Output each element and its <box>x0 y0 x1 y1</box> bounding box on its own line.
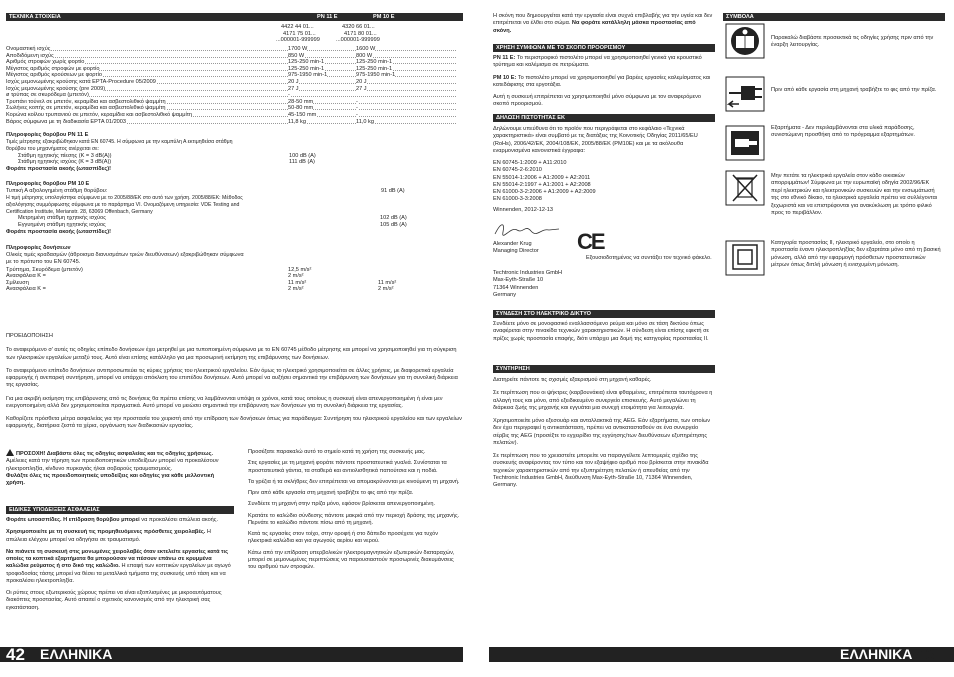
page-number-left: 42 <box>6 645 25 664</box>
symbol-desc-weee: Μην πετάτε τα ηλεκτρικά εργαλεία στον κάδο οικιακών απορριμμάτων! Σύμφωνα με την ευρωπαϊκή οδηγία 2002/96/ΕΚ περί ηλεκτρικών και ηλεκτρονικών συσκευών και την ενσωμάτωσή της στο εθνικό δίκαιο, τα ηλεκτρικά εργαλεία πρέπει να συλλέγονται ξεχωριστά και να επιστρέφονται για ανακύκλωση με τρόπο φιλικό προς το περιβάλλον. <box>771 173 938 216</box>
spec-row: Κορώνα κοίλου τρυπανιού σε μπετόν, κεραμίδια και ασβεστολιθικό ψαμμίτη 45-150 mm - <box>6 112 463 119</box>
spec-row: Αριθμός στροφών χωρίς φορτίο 125-250 min-1 125-250 min-1 <box>6 59 463 66</box>
col-pn11e: PN 11 E <box>317 14 338 20</box>
paragraph: Συνδέετε τη μηχανή στην πρίζα μόνο, εφόσον βρίσκεται απενεργοποιημένη. <box>248 501 436 508</box>
paragraph: Καθορίζετε πρόσθετα μέτρα ασφαλείας για την προστασία του χειριστή από την επίδραση των δονήσεων όπως για παράδειγμα: Συντήρηση του ηλεκτρικού εργαλείου και των εργαλείων εφαρμογής, διατήρεια ζεστά τα χέρια, οργάνωση των διαδικασιών εργασίας. <box>6 416 462 430</box>
spec-row: Ισχύς μεμονωμένης κρούσης κατά EPTA-Procedure 05/2009 20 J 20 J <box>6 79 463 86</box>
warning-triangle-icon <box>6 449 14 456</box>
symbols-header: ΣΥΜΒΟΛΑ <box>723 13 945 21</box>
paragraph: Κατά τις εργασίες στον τοίχο, στην οροφή ή στο δάπεδο προσέχετε για τυχόν ηλεκτρικά καλώδια και για αγωγούς αερίου και νερού. <box>248 531 438 545</box>
signer-block: Alexander Krug Managing Director Εξουσιοδοτημένος να συντάξει τον τεχνικό φάκελο. Techtronic Industries GmbH Max-Eyth-Straße 10 71364 Winnenden Germany <box>493 241 712 298</box>
address-line: Germany <box>493 291 517 298</box>
paragraph: Κάτω από την επίδραση υπερβολικών ηλεκτρομαγνητικών εξωτερικών διαταραχών, μπορεί σε μεμονωμένες περιπτώσεις να παρουσιαστούν προσωρινές διακυμάνσεις του αριθμού των στροφών. <box>248 549 455 571</box>
spec-row: Βάρος σύμφωνα με τη διαδικασία EPTA 01/2003 11,8 kg 11,0 kg <box>6 119 463 126</box>
standard-line: EN 61000-3-3:2008 <box>493 196 542 203</box>
vibration-row: Σμίλευση 11 m/s² 11 m/s² <box>6 279 397 286</box>
standard-line: EN 55014-2:1997 + A1:2001 + A2:2008 <box>493 181 591 188</box>
paragraph: Σε περίπτωση που το χρειαστείτε μπορείτε να παραγγείλετε λεπτομερές σχέδιο της συσκευής αναφέροντας τον τύπο και τον εξαψήφιο αριθμό που βρίσκεται στην πινακίδα τεχνικών χαρακτηριστικών από την εξυπηρέτηση πελατών ή απευθείας από την Techtronic Industries GmbH, διεύθυνση Max-Eyth-Straße 10, 71364 Winnenden, Germany. <box>493 453 709 489</box>
paragraph: Σε περίπτωση που οι ψήκτρες (καρβουνάκια) είναι φθαρμένες, επιτρέπεται ταυτόχρονα η αλλαγή τους και μόνο, από εξειδικευμένο συνεργείο επισκευής. Αυτό μεγαλώνει τη διάρκεια ζωής της μηχανής και εγγυάται μια συνεχή ετοιμότητα για λειτουργία. <box>493 390 713 411</box>
paragraph: Προσέξατε παρακαλώ αυτό το σημείο κατά τη χρήση της συσκευής μας. <box>248 449 426 455</box>
address-line: 71364 Winnenden <box>493 284 539 291</box>
address-line: Max-Eyth-Straße 10 <box>493 277 544 284</box>
paragraph: Το αναφερόμενο επίπεδο δονήσεων αντιπροσωπεύει τις κύριες χρήσεις του ηλεκτρικού εργαλείου. Εάν όμως το ηλεκτρικό χρησιμοποιείται σε άλλες χρήσεις, με διαφορετικά εργαλεία εφαρμογής ή ανεπαρκή συντήρηση, μπορεί να υπάρχει απόκλιση του επιπέδου δονήσεων. Αυτό μπορεί να αυξήσει σημαντικά την επιβάρυνση των δονήσεων για τη συνολική διάρκεια της εργασίας. <box>6 367 458 389</box>
vibration-warning: ΠΡΟΕΙΔΟΠΟΙΗΣΗ Το αναφερόμενο σ' αυτές τις οδηγίες επίπεδο δονήσεων έχει μετρηθεί με μια τυποποιημένη σύμφωνα με το EN 60745 μέθοδο μέτρησης και μπορεί να χρησιμοποιηθεί για τη σύγκριση των ηλεκτρικών εργαλείων μεταξύ τους. Αυτό είναι επίσης κατάλληλο για μια προσωρινή εκτίμηση της επιβάρυνσης των δονήσεων. Το αναφερόμενο επίπεδο δονήσεων αντιπροσωπεύει τις κύριες χρήσεις του ηλεκτρικού εργαλείου. Εάν όμως το ηλεκτρικό χρησιμοποιείται σε άλλες χρήσεις, με διαφορετικά εργαλεία εφαρμογής ή ανεπαρκή συντήρηση, μπορεί να υπάρχει απόκλιση του επιπέδου δονήσεων. Αυτό μπορεί να αυξήσει σημαντικά την επιβάρυνση των δονήσεων για τη συνολική διάρκεια της εργασίας. Για μια ακριβή εκτίμηση της επιβάρυνσης από τις δονήσεις θα πρέπει επίσης να λαμβάνονται υπόψη οι χρόνοι, κατά τους οποίους η συσκευή είναι απενεργοποιημένη ή είναι μεν ενεργοποιημένη αλλά δεν χρησιμοποιείται πραγματικά. Αυτό μπορεί να μειώσει σημαντικά την επιβάρυνση των δονήσεων για τη συνολική διάρκεια της εργασίας. Καθορίζετε πρόσθετα μέτρα ασφαλείας για την προστασία του χειριστή από την επίδραση των δονήσεων όπως για παράδειγμα: Συντήρηση του ηλεκτρικού εργαλείου και των εργαλείων εφαρμογής, διατήρεια ζεστά τα χέρια, οργάνωση των διαδικασιών εργασίας. <box>6 333 462 430</box>
spec-row: Μέγιστος αριθμός στροφών με φορτίο 125-250 min-1 125-250 min-1 <box>6 66 463 73</box>
maintenance-header: ΣΥΝΤΗΡΗΣΗ <box>493 365 715 373</box>
standard-line: EN 55014-1:2006 + A1:2009 + A2:2011 <box>493 174 591 181</box>
paragraph: Το αναφερόμενο σ' αυτές τις οδηγίες επίπεδο δονήσεων έχει μετρηθεί με μια τυποποιημένη σύμφωνα με το EN 60745 μέθοδο μέτρησης και μπορεί να χρησιμοποιηθεί για τη σύγκριση των ηλεκτρικών εργαλείων μεταξύ τους. Αυτό είναι επίσης κατάλληλο για μια προσωρινή εκτίμηση της επιβάρυνσης των δονήσεων. <box>6 347 457 361</box>
use-text: PN 11 E: Το περιστροφικό πιστολέτο μπορεί να χρησιμοποιηθεί γενικά για κρουστικό τρύπημα και καλέμισμα σε πετρώματα. PM 10 E: Το πιστολέτο μπορεί να χρησιμοποιηθεί για βαρέες εργασίες καλεμίσματος και κατεδάφισης στα εργοτάξια. Αυτή η συσκευή επιτρέπεται να χρησιμοποιηθεί μόνο σύμφωνα με τον αναφερόμενο σκοπό προορισμού. <box>493 55 711 108</box>
paragraph: Χρησιμοποιείτε μόνο εξεσουάρ και ανταλλακτικά της AEG. Εάν εξαρτήματα, των οποίων δεν έχει περιγραφεί η αντικατάσταση, πρέπει να αντικατασταθούν σε ένα συνεργείο σέρβις της AEG (προσέξτε το εγχειρίδιο της εγγύησης/των διευθύνσεων εξυπηρέτησης πελατών). <box>493 418 711 446</box>
value-row: Στάθμη ηχητικής πίεσης (K = 3 dB(A)) 100 dB (A) <box>18 152 316 159</box>
standard-line: EN 61000-3-2:2006 + A1:2009 + A2:2009 <box>493 189 596 196</box>
weee-bin-icon <box>725 170 765 206</box>
mains-text: Συνδέετε μόνο σε μονοφασικό εναλλασσόμενο ρεύμα και μόνο σε τάση δικτύου όπως αναφέρεται στην πινακίδα τεχνικών χαρακτηριστικών. Η σύνδεση είναι επίσης εφικτή σε πρίζες χωρίς προστασία επαφής, διότι υπάρχει μια δομή της κατηγορίας προστασίας II. <box>493 321 710 342</box>
value-row: Εγγυημένη στάθμη ηχητικής ισχύος 105 dB (A) <box>18 221 407 228</box>
address-line: Techtronic Industries GmbH <box>493 270 563 276</box>
safety-header: ΕΙΔΙΚΕΣ ΥΠΟΔΕΙΞΕΙΣ ΑΣΦΑΛΕΙΑΣ <box>6 506 234 514</box>
ce-mark: CE <box>577 229 604 254</box>
spec-row: Ονομαστική ισχύς 1700 W 1600 W <box>6 46 463 53</box>
class-ii-icon <box>725 240 765 276</box>
page-title-right: ΕΛΛΗΝΙΚΑ <box>840 646 913 662</box>
symbol-desc-class-ii: Κατηγορία προστασίας II, ηλεκτρικό εργαλείο, στο οποίο η προστασία έναντι ηλεκτροπληξίας δεν εξαρτάται μόνο από τη βασική μόνωση, αλλά από την εφαρμογή πρόσθετων προστατευτικών μέτρων όπως διπλή μόνωση ή ενισχυμένη μόνωση. <box>771 240 941 269</box>
standard-line: EN 60745-2-6:2010 <box>493 167 542 174</box>
page-number-right: 43 <box>916 645 935 664</box>
symbol-desc-unplug: Πριν από κάθε εργασία στη μηχανή τραβήξτε το φις από την πρίζα. <box>771 87 937 93</box>
noise-info: Πληροφορίες θορύβου PN 11 E Τιμές μέτρησης εξακριβώθηκαν κατά EN 60745. Η σύμφωνα με την καμπύλη Α εκτιμηθείσα στάθμη θορύβου του μηχανήματος ανέρχεται σε: Στάθμη ηχητικής πίεσης (K = 3 dB(A)) 100 dB (A) Στάθμη ηχητικής ισχύος (K = 3 dB(A)) 111 dB (A) Φοράτε προστασία ακοής (ωτασπίδες)! Πληροφορίες θορύβου PM 10 E Τυπική Α αξιολογημένη στάθμη θορύβου: 91 dB (A) Η τιμή μέτρησης υπολογίστηκε σύμφωνα με το 2005/88/ΕΚ στο αυτό των χρήση. 2005/88/ΕΚ: Μέθοδος αξιολόγησης συμμόρφωσης σύμφωνα με το παράρτημα VI. Ονομαζόμενη υπηρεσία: VDE Testing and Certification Institute, Merianstr. 28, 63069 Offenbach, Germany Μετρημένη στάθμη ηχητικής ισχύος 102 dB (A) Εγγυημένη στάθμη ηχητικής ισχύος 105 dB (A) Φοράτε προστασία ακοής (ωτασπίδες)! Πληροφορίες δονήσεων Ολικές τιμές κραδασμών (άθροισμα διανυσμάτων τριών διευθύνσεων) εξακριβώθηκαν σύμφωνα με τo πρότυπo του EN 60745. Τρύπημα, Σκυρόδεμα (μπετόν) 12,5 m/s² Ανασφάλεια K = 2 m/s² Σμίλευση 11 m/s² 11 m/s² Ανασφάλεια K = 2 m/s² 2 m/s² <box>6 132 463 293</box>
paragraph: Τα γρέζια ή τα σκλήθρες δεν επιτρέπεται να απομακρύνονται με κινούμενη τη μηχανή. <box>248 478 460 485</box>
safety-text-col2 <box>248 449 462 575</box>
page-title-left: ΕΛΛΗΝΙΚΑ <box>40 646 113 662</box>
paragraph: Κρατάτε το καλώδιο σύνδεσης πάντοτε μακριά από την περιοχή δράσης της μηχανής. Περνάτε το καλώδιο πάντοτε πίσω από τη μηχανή. <box>248 512 460 526</box>
read-manual-icon <box>725 23 765 59</box>
symbol-desc-read: Παρακαλώ διαβάστε προσεκτικά τις οδηγίες χρήσης πριν από την έναρξη λειτουργίας. <box>771 35 934 49</box>
signature <box>493 218 563 240</box>
safety-text: Φοράτε ωτοασπίδες. Η επίδραση θορύβου μπορεί να προκαλέσει απώλεια ακοής. Χρησιμοποιείτε με τη συσκευή τις προμηθευόμενες πρόσθετες χειρολαβές. Η απώλεια ελέγχου μπορεί να οδηγήσει σε τραυματισμό. Να πιάνετε τη συσκευή στις μονωμένες χειρολαβές όταν εκτελείτε εργασίες κατά τις οποίες τα κοπτικά εξαρτήματα θα μπορούσαν να πέσουν επάνω σε κρυμμένα καλώδια ρεύματος ή στο δικό της καλώδιο. Η επαφή των κοπτικών εργαλείων με αγωγό τροφοδοσίας τάσης μπορεί να θέσει τα μεταλλικά τμήματα της συσκευής υπό τάση και να προκαλέσει ηλεκτροπληξία. Οι ρύπες στους εξωτερικούς χώρους πρέπει να είναι εξοπλισμένες με μικροαυτόματους διακόπτες προστασίας. Αυτό απαιτεί ο σχετικός κανονισμός από την ηλεκτρική σας εγκατάσταση. <box>6 517 231 611</box>
paragraph: Πριν από κάθε εργασία στη μηχανή τραβήξτε το φις από την πρίζα. <box>248 490 414 497</box>
paragraph: Στις εργασίες με τη μηχανή φοράτε πάντοτε προστατευτικά γυαλιά. Συνίσταται τα προστατευτικά γάντια, τα σταθερά και αντιολισθητικά παπούτσια και η ποδιά. <box>248 460 447 474</box>
maintenance-text <box>493 377 713 495</box>
use-header: ΧΡΗΣΗ ΣΥΜΦΩΝΑ ΜΕ ΤΟ ΣΚΟΠΟ ΠΡΟΟΡΙΣΜΟΥ <box>493 44 715 52</box>
dust-note: Η σκόνη που δημιουργείται κατά την εργασία είναι συχνά επιβλαβής για την υγεία και δεν επιτρέπεται να έλθει στο σώμα. Να φοράτε κατάλληλη μάσκα προστασίας από σκόνη. <box>493 13 713 34</box>
spec-row: ø τρύπας σε σκυρόδεμα (μπετόν) - <box>6 92 463 99</box>
spec-table <box>6 46 463 125</box>
col-pm10e: PM 10 E <box>373 14 395 20</box>
serial-block: 4422 44 01... 4320 66 01... 4171 75 01... 4171 80 01... ...000001-999999 ...000001-999999 <box>276 24 380 44</box>
accessory-icon <box>725 125 765 161</box>
paragraph: Για μια ακριβή εκτίμηση της επιβάρυνσης από τις δονήσεις θα πρέπει επίσης να λαμβάνονται υπόψη οι χρόνοι, κατά τους οποίους η συσκευή είναι απενεργοποιημένη ή είναι μεν ενεργοποιημένη αλλά δεν χρησιμοποιείται πραγματικά. Αυτό μπορεί να μειώσει σημαντικά την επιβάρυνση των δονήσεων για τη συνολική διάρκεια της εργασίας. <box>6 395 443 409</box>
mains-header: ΣΥΝΔΕΣΗ ΣΤΟ ΗΛΕΚΤΡΙΚΟ ΔΙΚΤΥΟ <box>493 310 715 318</box>
spec-row: Μέγιστος αριθμός κρούσεων με φορτίο 975-1950 min-1 975-1950 min-1 <box>6 72 463 79</box>
value-row: Μετρημένη στάθμη ηχητικής ισχύος 102 dB (A) <box>18 215 407 222</box>
symbol-desc-accessory: Εξαρτήματα - Δεν περιλαμβάνονται στα υλικά παράδοσης, συνιστώμενη προσθήκη από το πρόγραμμα εξαρτημάτων. <box>771 125 915 139</box>
spec-row: Τρυπάνι τούνελ σε μπετόν, κεραμίδια και ασβεστολιθικό ψαμμίτη 28-50 mm - <box>6 99 463 106</box>
ce-header: ΔΗΛΩΣΗ ΠΙΣΤΟΤΗΤΑΣ ΕΚ <box>493 114 715 122</box>
spec-row: Σωλήνες κοπής σε μπετόν, κεραμίδια και ασβεστολιθικό ψαμμίτη 50-80 mm - <box>6 105 463 112</box>
vibration-row: Ανασφάλεια K = 2 m/s² 2 m/s² <box>6 286 394 293</box>
value-row: Στάθμη ηχητικής ισχύος (K = 3 dB(A)) 111 dB (A) <box>18 159 315 166</box>
attention-block: ΠΡΟΣΟΧΗ! Διαβάστε όλες τις οδηγίες ασφαλείας και τις οδηγίες χρήσεως. Αμέλειες κατά την τήρηση των προειδοποιητικών υποδείξεων μπορεί να προκαλέσουν ηλεκτροπληξία, κίνδυνο πυρκαγιάς ή/και σοβαρούς τραυματισμούς. Φυλάξτε όλες τις προειδοποιητικές υποδείξεις και οδηγίες για κάθε μελλοντική χρήση. <box>6 451 219 487</box>
tech-data-header: ΤΕΧΝΙΚΑ ΣΤΟΙΧΕΙΑ <box>6 13 463 21</box>
spec-row: Ισχύς μεμονωμένης κρούσης (pre 2009) 27 J 27 J <box>6 86 463 93</box>
ce-text: Δηλώνουμε υπεύθυνα ότι το προϊόν που περιγράφεται στο κεφάλαιο «Τεχνικά χαρακτηριστικά» είναι συμβατό με τις διατάξεις της Κοινοτικής Οδηγίας 2011/65/EU (RoHs), 2006/42/ΕΚ, 2004/108/ΕΚ, 2005/88/ΕΚ (PM10E) και με τα ακόλουθα εναρμονισμένα κανονιστικά έγγραφα: EN 60745-1:2009 + A11:2010 EN 60745-2-6:2010 EN 55014-1:2006 + A1:2009 + A2:2011 EN 55014-2:1997 + A1:2001 + A2:2008 EN 61000-3-2:2006 + A1:2009 + A2:2009 EN 61000-3-3:2008 Winnenden, 2012-12-13 <box>493 126 713 214</box>
unplug-icon <box>725 76 765 112</box>
spec-row: Αποδιδόμενη ισχύς 850 W 800 W <box>6 53 463 60</box>
vibration-row: Τρύπημα, Σκυρόδεμα (μπετόν) 12,5 m/s² <box>6 266 312 273</box>
standard-line: EN 60745-1:2009 + A11:2010 <box>493 160 567 167</box>
vibration-row: Ανασφάλεια K = 2 m/s² <box>6 273 304 280</box>
paragraph: Διατηρείτε πάντοτε τις σχισμές εξαερισμού στη μηχανή καθαρές. <box>493 377 652 383</box>
